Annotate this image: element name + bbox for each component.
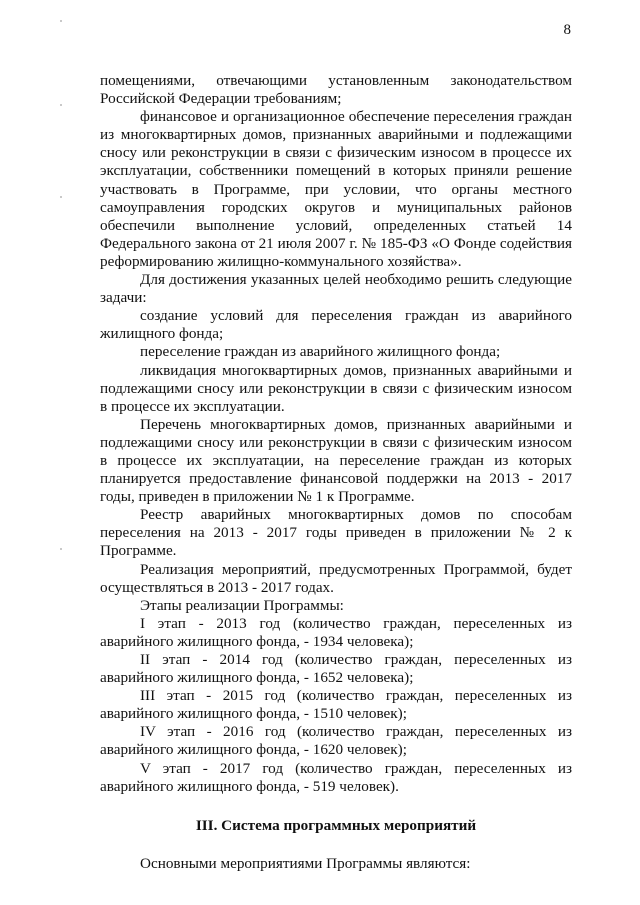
paragraph-stage-3: III этап - 2015 год (количество граждан, переселенных из аварийного жилищного фонда, - 1510 человек); <box>100 687 572 723</box>
paragraph-task-resettlement: переселение граждан из аварийного жилищного фонда; <box>140 343 501 361</box>
paragraph-financing: финансовое и организационное обеспечение переселения граждан из многоквартирных домов, признанных аварийными и подлежащими сносу или реконструкции в связи с физическим износом в процессе их эксплуатации, собственники помещений в которых приняли решение участвовать в Программе, при условии, что органы местного самоуправления городских округов и муниципальных районов обеспечили выполнение условий, определенных статьей 14 Федерального закона от 21 июля 2007 г. № 185-ФЗ «О Фонде содействия реформированию жилищно-коммунального хозяйства». <box>100 108 572 270</box>
scan-mark <box>60 20 62 22</box>
page-number: 8 <box>563 22 571 38</box>
scan-mark <box>60 196 62 198</box>
paragraph-main-activities: Основными мероприятиями Программы являются: <box>140 854 471 872</box>
paragraph-stage-5: V этап - 2017 год (количество граждан, переселенных из аварийного жилищного фонда, - 519 человек). <box>100 759 572 795</box>
section-heading: III. Система программных мероприятий <box>195 816 477 834</box>
paragraph-stage-2: II этап - 2014 год (количество граждан, переселенных из аварийного жилищного фонда, - 1652 человека); <box>100 651 572 687</box>
paragraph-continuation: помещениями, отвечающими установленным законодательством Российской Федерации требованиям; <box>100 72 572 108</box>
paragraph-house-list: Перечень многоквартирных домов, признанных аварийными и подлежащими сносу или реконструкции в связи с физическим износом в процессе их эксплуатации, на переселение граждан из которых планируется предоставление финансовой поддержки на 2013 - 2017 годы, приведен в приложении № 1 к Программе. <box>100 415 572 506</box>
paragraph-tasks-intro: Для достижения указанных целей необходимо решить следующие задачи: <box>100 271 572 307</box>
paragraph-task-liquidation: ликвидация многоквартирных домов, признанных аварийными и подлежащими сносу или реконструкции в связи с физическим износом в процессе их эксплуатации. <box>100 361 572 415</box>
paragraph-stage-1: I этап - 2013 год (количество граждан, переселенных из аварийного жилищного фонда, - 1934 человека); <box>100 614 572 650</box>
paragraph-stages-intro: Этапы реализации Программы: <box>140 596 344 614</box>
scan-mark <box>60 104 62 106</box>
paragraph-task-conditions: создание условий для переселения граждан из аварийного жилищного фонда; <box>100 307 572 343</box>
paragraph-stage-4: IV этап - 2016 год (количество граждан, переселенных из аварийного жилищного фонда, - 1620 человек); <box>100 723 572 759</box>
scan-mark <box>60 548 62 550</box>
paragraph-implementation: Реализация мероприятий, предусмотренных Программой, будет осуществляться в 2013 - 2017 годах. <box>100 560 572 596</box>
document-body <box>100 72 572 873</box>
paragraph-registry: Реестр аварийных многоквартирных домов по способам переселения на 2013 - 2017 годы приведен в приложении № 2 к Программе. <box>100 506 572 560</box>
